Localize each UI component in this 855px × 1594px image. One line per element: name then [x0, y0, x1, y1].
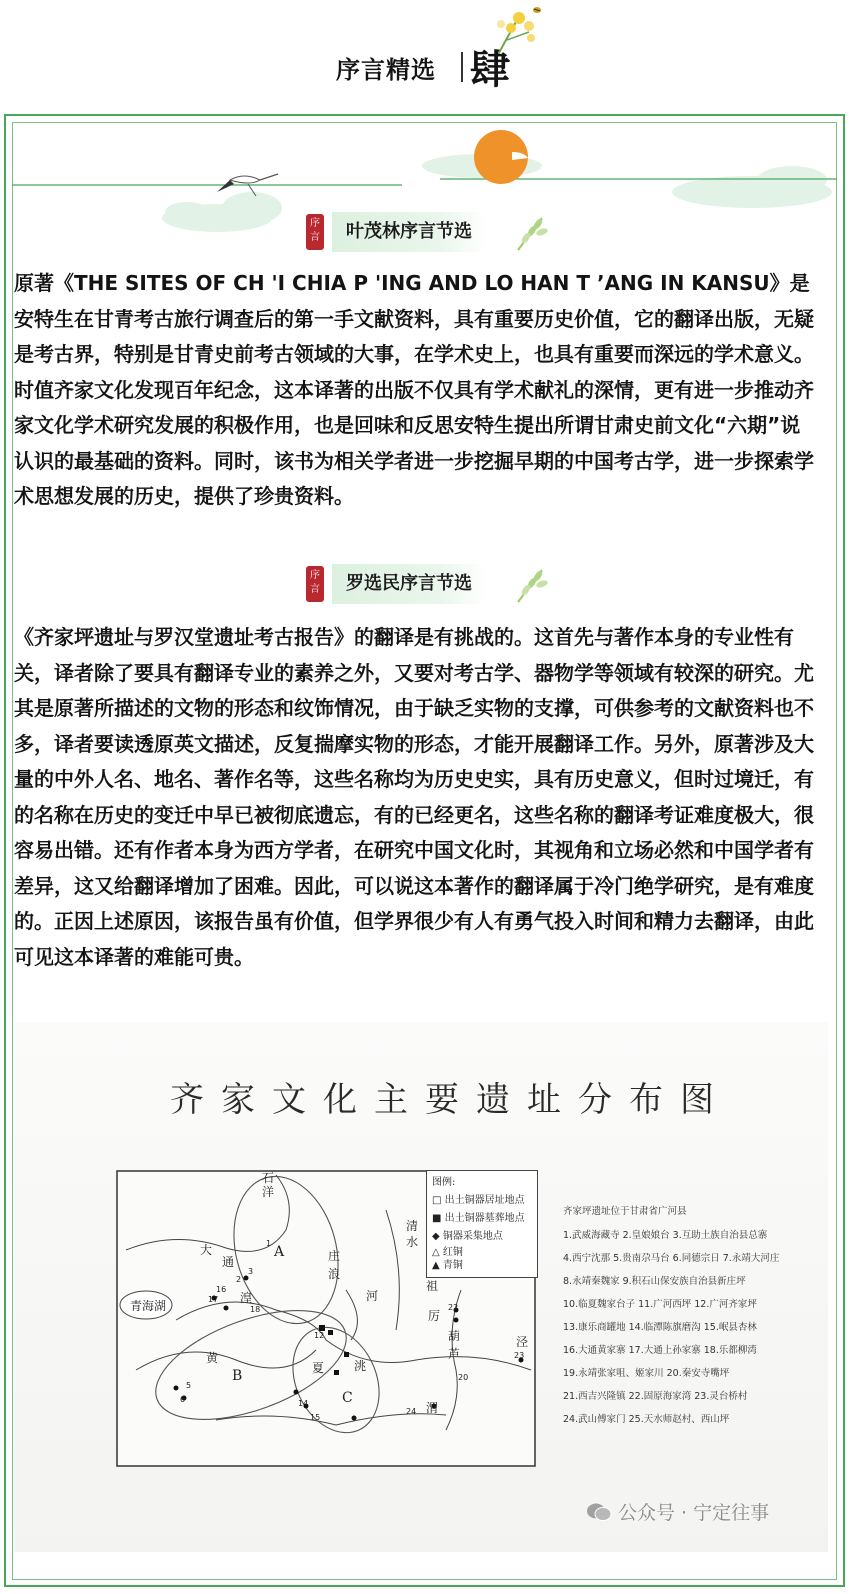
sites-note-line: 10.临夏魏家台子 11.广河西坪 12.广河齐家坪 [563, 1299, 757, 1310]
map-label-zhuang: 庄 [328, 1249, 341, 1263]
map-label-zu: 祖 [426, 1279, 439, 1293]
seal-badge: 序言 [306, 214, 324, 250]
map-label-huang2: 湟 [240, 1291, 253, 1305]
legend-label: 铜器采集地点 [442, 1231, 503, 1242]
legend-label: 出土铜器居址地点 [444, 1195, 525, 1206]
site-number: 14 [298, 1399, 309, 1408]
legend-symbol: △ [432, 1247, 440, 1258]
legend-item [432, 1228, 532, 1246]
sites-note-line: 1.武威海藏寺 2.皇娘娘台 3.互助土族自治县总寨 [563, 1230, 768, 1241]
map-label-xia: 夏 [312, 1361, 325, 1375]
legend-label: 红铜 [442, 1247, 463, 1258]
header-title: 序言精选 [336, 56, 436, 84]
site-number: 24 [406, 1407, 417, 1416]
sites-note-line: 24.武山傅家门 25.天水师赵村、西山坪 [563, 1414, 730, 1425]
site-number: 6 [180, 1395, 186, 1404]
watermark-text: 公众号 · 宁定往事 [618, 1502, 770, 1524]
paragraph-2: 《齐家坪遗址与罗汉堂遗址考古报告》的翻译是有挑战的。这首先与著作本身的专业性有关，译者除了要具有翻译专业的素养之外，又要对考古学、器物学等领域有较深的研究。尤其是原著所描述的文物的形态和纹饰情况，由于缺乏实物的支撑，可供参考的文献资料也不多，译者要读透原英文描述，反复揣摩实物的形态，才能开展翻译工作。另外，原著涉及大量的中外人名、地名、著作名等，这些名称均为历史史实，具有历史意义，但时过境迁，有的名称在历史的变迁中早已被彻底遗忘，有的已经更名，这些名称的翻译考证难度极大，很容易出错。还有作者本身为西方学者，在研究中国文化时，其视角和立场必然和中国学者有差异，这又给翻译增加了困难。因此，可以说这本著作的翻译属于冷门绝学研究，是有难度的。正因上述原因，该报告虽有价值，但学界很少有人有勇气投入时间和精力去翻译，由此可见这本译著的难能可贵。 [14, 625, 814, 969]
legend-item [432, 1210, 532, 1228]
legend-item [432, 1259, 532, 1272]
site-number: 22 [448, 1303, 459, 1312]
sites-note-line: 21.西吉兴隆镇 22.固原海家湾 23.灵台桥村 [563, 1391, 748, 1402]
map-label-he: 河 [366, 1289, 379, 1303]
page-header [0, 0, 855, 110]
map-label-qing: 清 [406, 1219, 419, 1233]
map-label-wei: 渭 [426, 1401, 439, 1415]
sites-note-line: 19.永靖张家咀、姬家川 20.秦安寺嘴坪 [563, 1368, 730, 1379]
sites-note-line: 13.康乐商罐地 14.临潭陈旗磨沟 15.岷县杏林 [563, 1322, 757, 1333]
site-number: 1 [266, 1239, 272, 1248]
map-label-hu: 葫 [448, 1329, 461, 1343]
legend-heading: 图例: [432, 1177, 456, 1188]
map-legend [426, 1170, 538, 1278]
map-label-shi: 石 [262, 1171, 275, 1185]
wechat-icon [586, 1502, 612, 1522]
wheat-icon [514, 212, 550, 252]
site-number: 12 [314, 1331, 325, 1340]
map-label-region-a: A [274, 1244, 285, 1260]
map-label-yang: 洋 [262, 1185, 275, 1199]
header-divider [461, 52, 463, 82]
section-title: 罗选民序言节选 [332, 564, 486, 604]
map-label-region-b: B [232, 1368, 243, 1384]
site-number: 16 [216, 1285, 227, 1294]
header-number-glyph: 肆 [470, 47, 510, 93]
watermark [586, 1498, 769, 1525]
cloud-left-icon [162, 192, 282, 232]
legend-label: 青铜 [442, 1260, 463, 1271]
map-label-li: 厉 [428, 1309, 441, 1323]
map-label-tong: 通 [222, 1255, 235, 1269]
legend-item [432, 1192, 532, 1210]
map-label-lake: 青海湖 [130, 1299, 167, 1313]
paragraph-1: 原著《THE SITES OF CH 'I CHIA P 'ING AND LO HAN T ’ANG IN KANSU》是安特生在甘青考古旅行调查后的第一手文献资料，具有重要历史价值，它的翻译出版，无疑是考古界，特别是甘青史前考古领域的大事，在学术史上，也具有重要而深远的学术意义。时值齐家文化发现百年纪念，这本译著的出版不仅具有学术献礼的深情，更有进一步推动齐家文化学术研究发展的积极作用，也是回味和反思安特生提出所谓甘肃史前文化“六期”说认识的最基础的资料。同时，该书为相关学者进一步挖掘早期的中国考古学，进一步探索学术思想发展的历史，提供了珍贵资料。 [14, 271, 814, 508]
site-number: 5 [186, 1381, 192, 1390]
site-number: 20 [458, 1373, 469, 1382]
legend-symbol: ◆ [432, 1231, 440, 1242]
sites-note-intro: 齐家坪遗址位于甘肃省广河县 [563, 1206, 687, 1217]
section-title: 叶茂林序言节选 [332, 212, 486, 252]
section-header-1 [306, 212, 556, 256]
map-label-jing: 泾 [516, 1335, 529, 1349]
sites-note-line: 4.西宁沈那 5.贵南尕马台 6.同德宗日 7.永靖大河庄 [563, 1253, 780, 1264]
section-header-2 [306, 564, 556, 608]
legend-symbol: ▲ [432, 1260, 440, 1271]
site-number: 17 [208, 1295, 219, 1304]
map-label-huang: 黄 [206, 1351, 219, 1365]
map-label-da: 大 [200, 1243, 213, 1257]
site-number: 3 [248, 1267, 254, 1276]
wheat-icon [514, 564, 550, 604]
site-number: 23 [514, 1351, 525, 1360]
map-label-lang: 浪 [328, 1267, 341, 1281]
map-label-shui: 水 [406, 1235, 419, 1249]
sites-note-line: 16.大通黄家寨 17.大通上孙家寨 18.乐都柳湾 [563, 1345, 757, 1356]
map-label-region-c: C [342, 1390, 353, 1406]
legend-symbol: □ [432, 1195, 442, 1206]
map-label-tao: 洮 [354, 1359, 367, 1373]
site-number: 18 [250, 1305, 261, 1314]
legend-item [432, 1246, 532, 1259]
sites-note-line: 8.永靖秦魏家 9.积石山保安族自治县新庄坪 [563, 1276, 746, 1287]
legend-label: 出土铜器墓葬地点 [444, 1213, 525, 1224]
legend-symbol: ■ [432, 1213, 442, 1224]
seal-badge: 序言 [306, 566, 324, 602]
map-label-lu: 芦 [448, 1347, 461, 1361]
site-number: 15 [310, 1413, 321, 1422]
map-title: 齐家文化主要遗址分布图 [170, 1080, 731, 1120]
site-number: 2 [236, 1275, 242, 1284]
